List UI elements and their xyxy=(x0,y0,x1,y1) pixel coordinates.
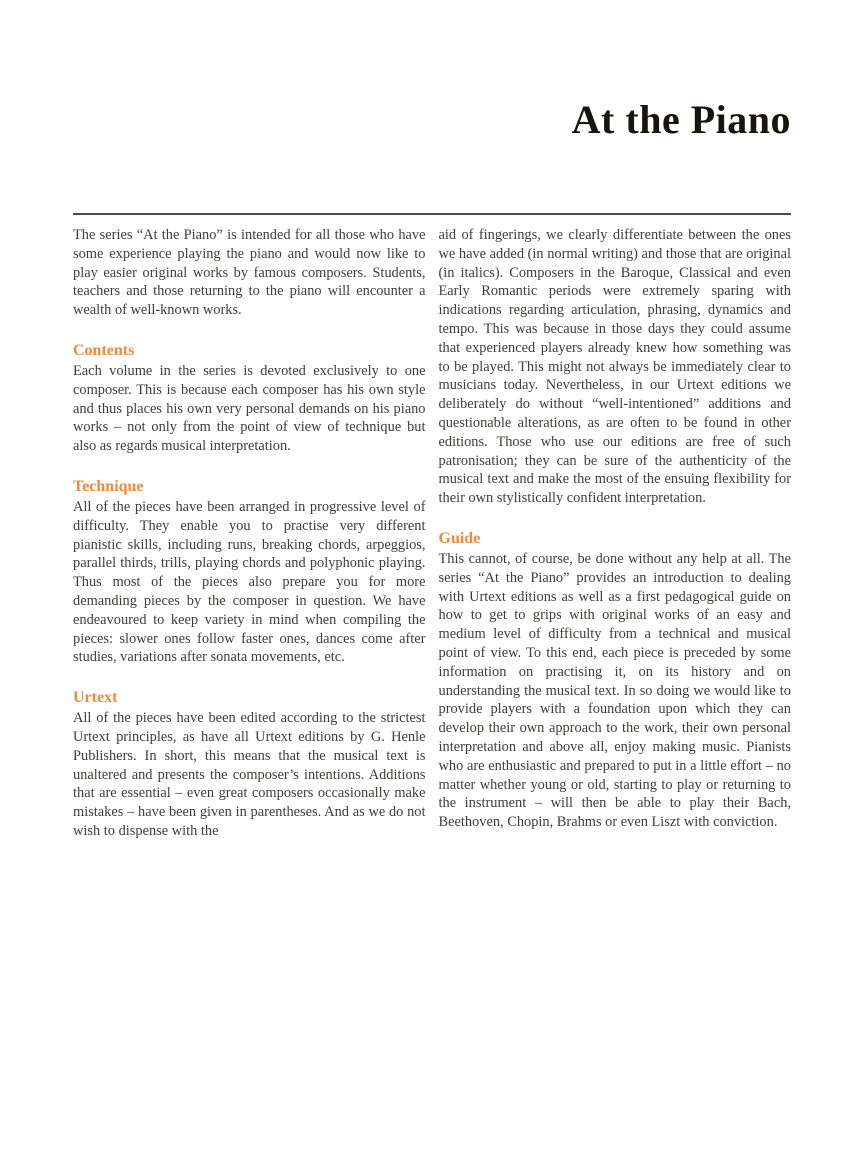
urtext-continued-paragraph: aid of fingerings, we clearly differentiate between the ones we have added (in normal writing) and those that are original (in italics). Composers in the Baroque, Classical and even Early Romantic periods were extremely sparing with indications regarding articulation, phrasing, dynamics and tempo. This was because in those days they could assume that experienced players already knew how something was to be played. This might not always be immediately clear to musicians today. Nevertheless, in our Urtext editions we deliberately do without “well-intentioned” additions and questionable alterations, as are often to be found in other editions. Those who use our editions are free of such patronisation; they can be sure of the authenticity of the musical text and make the most of the ensuing flexibility for their own stylistically confident interpretation. xyxy=(438,227,791,507)
column-right xyxy=(439,226,792,841)
section-urtext xyxy=(73,689,426,841)
title-divider xyxy=(73,213,791,215)
technique-heading: Technique xyxy=(73,477,144,495)
section-intro xyxy=(73,226,426,320)
intro-paragraph: The series “At the Piano” is intended for all those who have some experience playing the piano and would now like to play easier original works by famous composers. Students, teachers and those returning to the piano will encounter a wealth of well-known works. xyxy=(73,227,426,319)
contents-paragraph: Each volume in the series is devoted exclusively to one composer. This is because each composer has his own style and thus places his own very personal demands on his piano works – not only from the point of view of technique but also as regards musical interpretation. xyxy=(73,362,426,455)
guide-paragraph: This cannot, of course, be done without any help at all. The series “At the Piano” provides an introduction to dealing with Urtext editions as well as a first pedagogical guide on how to get to grips with original works of an easy and medium level of difficulty from a technical and musical point of view. To this end, each piece is preceded by some information on practising it, on its history and on understanding the musical text. In so doing we would like to provide players with a foundation upon which they can develop their own approach to the work, their own personal interpretation and above all, enjoy making music. Pianists who are enthusiastic and prepared to put in a little effort – no matter whether young or old, starting to play or returning to the instrument – will then be able to play their Bach, Beethoven, Chopin, Brahms or even Liszt with conviction. xyxy=(438,550,791,831)
section-urtext-continued xyxy=(439,226,792,508)
column-left xyxy=(73,226,426,841)
guide-heading: Guide xyxy=(438,529,481,547)
two-column-layout xyxy=(73,226,791,841)
page-title: At the Piano xyxy=(571,97,791,142)
contents-heading: Contents xyxy=(73,341,135,359)
section-guide xyxy=(439,530,792,832)
urtext-heading: Urtext xyxy=(73,689,118,707)
urtext-paragraph: All of the pieces have been edited according to the strictest Urtext principles, as have all Urtext editions by G. Henle Publishers. In short, this means that the musical text is unaltered and presents the composer’s intentions. Additions that are essential – even great composers occasionally make mistakes – have been given in parentheses. And as we do not wish to dispense with the xyxy=(73,710,426,839)
section-contents xyxy=(73,342,426,456)
technique-paragraph: All of the pieces have been arranged in progressive level of difficulty. They enable you to practise very different pianistic skills, including runs, breaking chords, arpeggios, parallel thirds, trills, playing chords and polyphonic playing. Thus most of the pieces also prepare you for more demanding pieces by the composer in question. We have endeavoured to keep variety in mind when compiling the pieces: slower ones follow faster ones, dances come after studies, variations after sonata movements, etc. xyxy=(73,498,426,666)
section-technique xyxy=(73,478,426,667)
